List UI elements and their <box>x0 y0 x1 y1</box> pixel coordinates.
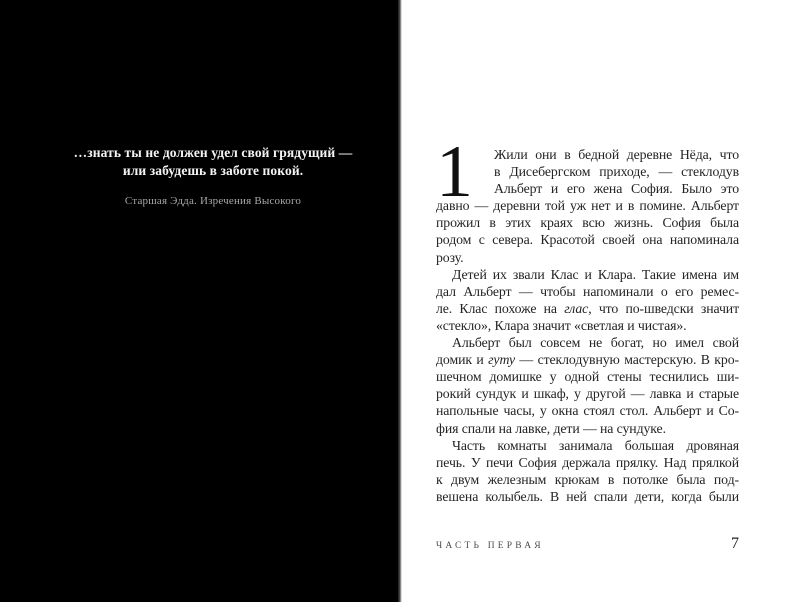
body-line-fragment: , что по-шведски значит <box>588 300 740 316</box>
body-line: рокий сундук и шкаф, у другой — лавка и старые <box>436 386 739 402</box>
body-line: напольные часы, у окна стоял стол. Альберт и Со- <box>436 403 739 419</box>
body-line-fragment: домик и <box>436 352 489 368</box>
body-line: розу. <box>436 249 464 265</box>
epigraph-line: …знать ты не должен удел свой грядущий — <box>73 145 353 160</box>
body-line: шечном домишке у одной стены теснились ши- <box>436 369 739 385</box>
body-line: вешена колыбель. В ней спали дети, когда были <box>436 488 739 504</box>
body-line: Жили они в бедной деревне Нёда, что <box>494 147 739 162</box>
body-line: печь. У печи София держала прялку. Над прялкой <box>436 454 739 470</box>
body-line: Детей их звали Клас и Клара. Такие имена им <box>452 266 739 282</box>
body-line: Часть комнаты занимала большая дровяная <box>452 437 739 453</box>
italic-term: гуту <box>488 352 515 368</box>
page-number: 7 <box>731 535 739 552</box>
chapter-text-block <box>436 131 740 505</box>
italic-term: глас <box>564 300 589 316</box>
body-line: родом с севера. Красотой своей она напоминала <box>436 232 739 248</box>
body-line <box>436 300 739 317</box>
body-line: Альберт и его жена София. Было это <box>494 181 739 197</box>
right-page <box>402 0 800 602</box>
body-line <box>436 351 739 368</box>
body-line: к двум железным крюкам в потолке была под- <box>436 471 739 487</box>
chapter-number-dropcap: 1 <box>436 131 473 213</box>
body-line-fragment: — стеклодувную мастерскую. В кро- <box>515 352 739 368</box>
left-page <box>0 0 398 602</box>
page-footer <box>436 535 739 553</box>
body-line: дал Альберт — чтобы напоминали о его ремес- <box>436 283 739 299</box>
epigraph-line: или забудешь в заботе покой. <box>122 163 304 178</box>
body-line: давно — деревни той уж нет и в помине. Альберт <box>436 198 739 214</box>
part-label: ЧАСТЬ ПЕРВАЯ <box>436 541 544 551</box>
body-line: фия спали на лавке, дети — на сундуке. <box>436 420 666 436</box>
epigraph-attribution: Старшая Эдда. Изречения Высокого <box>124 195 302 207</box>
body-line: «стекло», Клара значит «светлая и чистая». <box>436 317 687 333</box>
body-line: в Дисебергском приходе, — стеклодув <box>494 164 739 180</box>
epigraph <box>54 144 372 207</box>
body-line-fragment: ле. Клас похоже на <box>436 300 565 316</box>
body-line: прожил в этих краях всю жизнь. София была <box>436 215 739 231</box>
body-line: Альберт был совсем не богат, но имел свой <box>452 335 739 351</box>
